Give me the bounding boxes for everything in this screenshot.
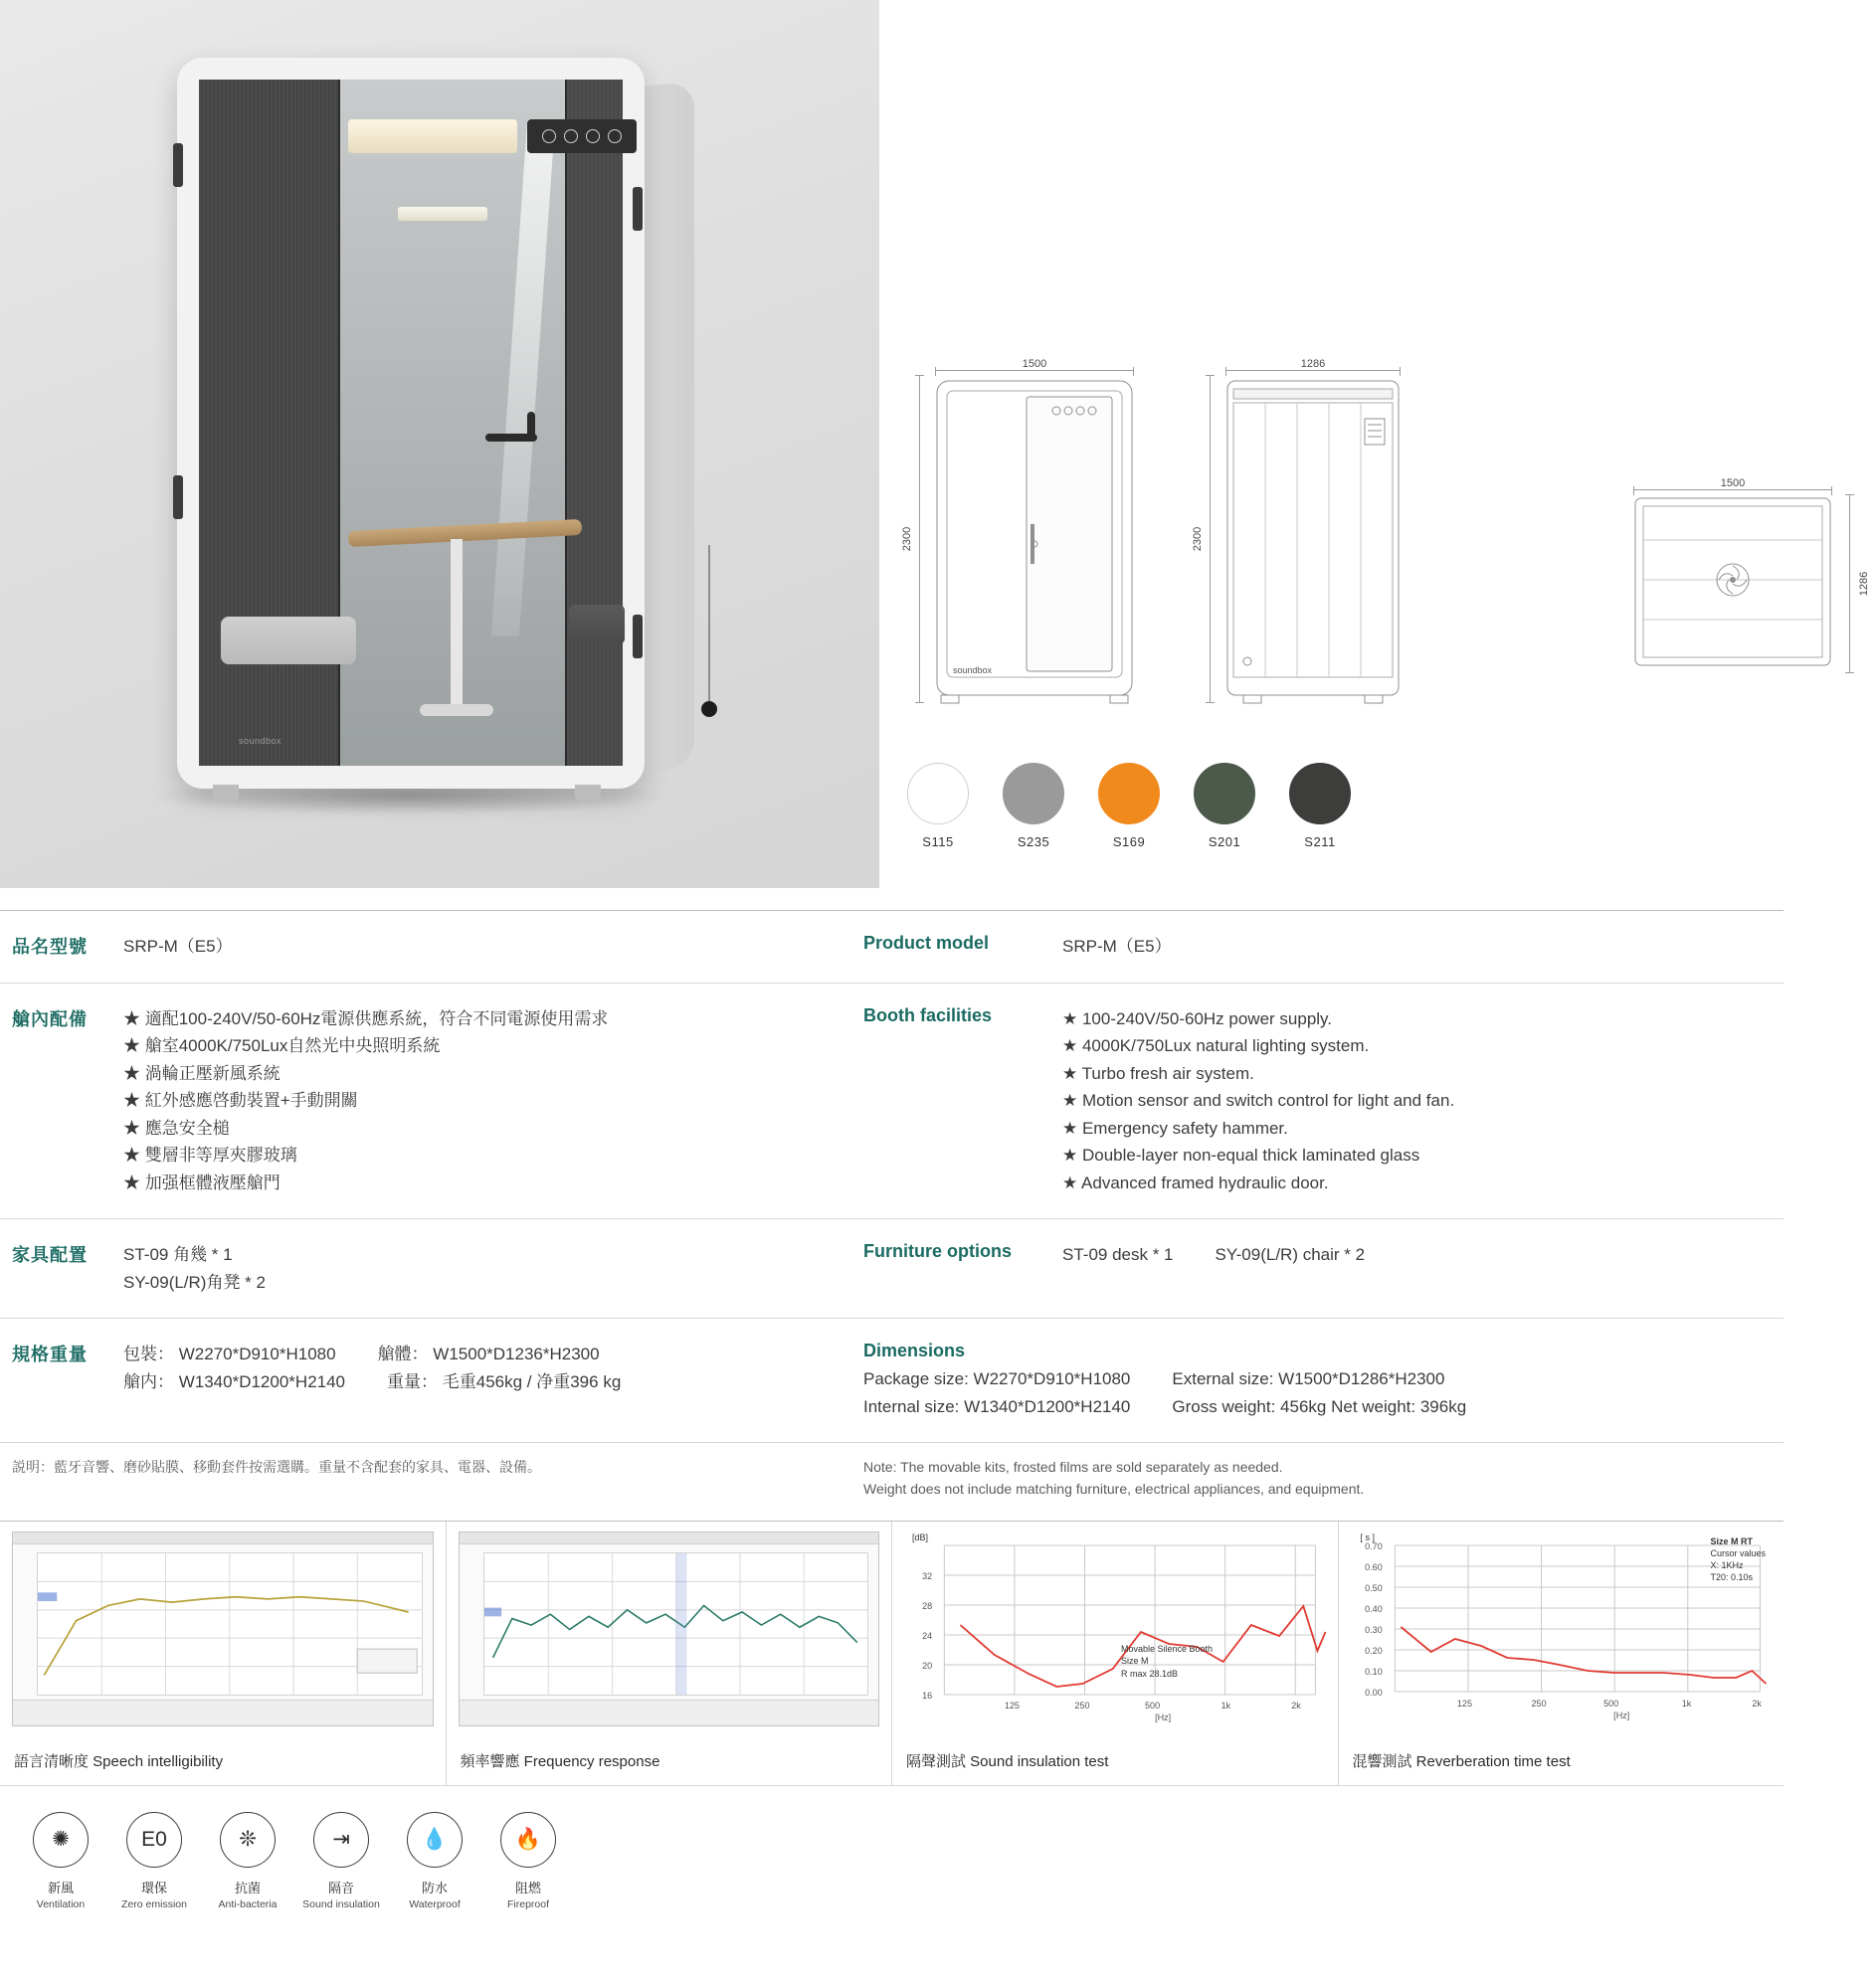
swatch-s211[interactable] (1289, 763, 1351, 849)
furniture-item: ST-09 desk * 1 (1062, 1245, 1174, 1265)
feature-label-en: Waterproof (409, 1897, 461, 1910)
chart4-svg (1351, 1532, 1773, 1726)
svg-text:[Hz]: [Hz] (1612, 1710, 1629, 1720)
svg-text:0.30: 0.30 (1364, 1624, 1383, 1635)
dimension-item: Package size: W2270*D910*H1080 (863, 1369, 1131, 1389)
facility-item: ★ 適配100-240V/50-60Hz電源供應系統，符合不同電源使用需求 (123, 1008, 609, 1028)
brand-logo: soundbox (239, 736, 282, 746)
dimension-item: 重量： 毛重456kg / 净重396 kg (387, 1371, 622, 1391)
test-charts (0, 1521, 1783, 1785)
swatch-s201[interactable] (1194, 763, 1255, 849)
booth-body (177, 58, 645, 789)
feature-label-en: Zero emission (121, 1897, 187, 1910)
feature-label-zh: 環保 (140, 1880, 167, 1895)
feature-anti-bacteria (201, 1812, 294, 1910)
swatch-dot (1194, 763, 1255, 824)
dimension-item: 包裝： W2270*D910*H1080 (123, 1345, 336, 1364)
svg-text:32: 32 (922, 1570, 933, 1581)
fireproof-icon: 🔥 (500, 1812, 556, 1868)
cursor-title: Size M RT (1710, 1535, 1753, 1546)
feature-ventilation (14, 1812, 107, 1910)
plan-width-label: 1500 (1720, 477, 1746, 489)
drawing-top-plan (1623, 477, 1872, 673)
side-height-label: 2300 (1192, 526, 1205, 552)
waterproof-icon: 💧 (407, 1812, 463, 1868)
chart3-ylabel: [dB] (912, 1532, 929, 1542)
bulb-icon (608, 129, 622, 143)
dimensions-list-zh (123, 1341, 621, 1420)
stool-seat (569, 605, 625, 644)
feature-label-zh: 隔音 (327, 1880, 354, 1895)
furniture-item: ST-09 角幾 * 1 (123, 1245, 233, 1265)
dimension-item: Internal size: W1340*D1200*H2140 (863, 1396, 1131, 1416)
chart4-ylabel: [ s ] (1360, 1532, 1376, 1542)
swatch-code: S115 (922, 834, 954, 849)
door-handle-vertical (527, 412, 535, 442)
plan-depth-label: 1286 (1857, 571, 1870, 597)
furniture-label-zh: 家具配置 (12, 1245, 88, 1266)
svg-text:1k: 1k (1681, 1698, 1691, 1709)
annotation-line: Movable Silence Booth (1121, 1643, 1214, 1654)
booth-illustration (177, 58, 684, 804)
hinge-mid (173, 475, 183, 519)
feature-label-en: Sound insulation (302, 1897, 380, 1910)
front-width-label: 1500 (1022, 358, 1047, 370)
facility-item: ★ 4000K/750Lux natural lighting system. (1062, 1036, 1370, 1056)
dimension-item: External size: W1500*D1286*H2300 (1172, 1369, 1445, 1389)
spec-row-furniture (0, 1218, 1783, 1318)
chart-frequency-response (447, 1522, 893, 1785)
chart-caption: 語言清晰度 Speech intelligibility (14, 1752, 224, 1770)
annotation-line: R max 28.1dB (1121, 1668, 1179, 1679)
chart-sound-insulation (892, 1522, 1339, 1785)
inner-light-strip (398, 207, 487, 221)
svg-text:28: 28 (922, 1600, 933, 1611)
dimension-item: Gross weight: 456kg Net weight: 396kg (1172, 1396, 1467, 1416)
svg-text:0.70: 0.70 (1364, 1540, 1383, 1551)
furniture-list-zh (123, 1241, 266, 1296)
chart-reverberation (1339, 1522, 1784, 1785)
drawings-row (879, 358, 1872, 703)
hinge-right-bottom (633, 615, 643, 658)
feature-sound-insulation (294, 1812, 388, 1910)
facilities-label-zh: 艙內配備 (12, 1008, 88, 1029)
front-height-label: 2300 (901, 526, 914, 552)
chart4-cursor-values (1710, 1535, 1766, 1584)
bench-seat (221, 617, 356, 664)
facilities-list-en (1062, 1005, 1454, 1197)
note-en-line2: Weight does not include matching furniture, electrical appliances, and equipment. (863, 1481, 1365, 1498)
facility-item: ★ 100-240V/50-60Hz power supply. (1062, 1008, 1333, 1028)
facility-item: ★ Emergency safety hammer. (1062, 1118, 1288, 1138)
svg-text:250: 250 (1074, 1700, 1090, 1711)
facility-item: ★ 紅外感應啓動裝置+手動開關 (123, 1091, 358, 1111)
swatch-code: S201 (1208, 834, 1241, 849)
dimension-item: 艙内： W1340*D1200*H2140 (123, 1371, 346, 1391)
color-swatches (879, 703, 1872, 849)
speech-chart-screenshot (12, 1532, 434, 1726)
fan-icon (564, 129, 578, 143)
hinge-right-top (633, 187, 643, 231)
svg-text:0.10: 0.10 (1364, 1666, 1383, 1677)
svg-text:0.50: 0.50 (1364, 1582, 1383, 1593)
svg-text:[Hz]: [Hz] (1155, 1712, 1172, 1722)
swatch-s115[interactable] (907, 763, 969, 849)
svg-text:0.60: 0.60 (1364, 1561, 1383, 1572)
furniture-list-en (1062, 1241, 1365, 1296)
svg-text:16: 16 (922, 1690, 933, 1701)
model-value-en: SRP-M（E5） (1062, 937, 1172, 956)
model-value-zh: SRP-M（E5） (123, 937, 233, 956)
top-section (0, 0, 1870, 888)
spec-row-note (0, 1442, 1783, 1516)
facility-item: ★ 加强框體液壓艙門 (123, 1172, 281, 1192)
pendant-cord (708, 545, 710, 704)
spec-row-model (0, 910, 1783, 983)
desk-leg (451, 539, 463, 708)
spec-row-facilities (0, 983, 1783, 1219)
swatch-dot (1003, 763, 1064, 824)
furniture-label-en: Furniture options (863, 1241, 1012, 1262)
drawing-side-elevation (1192, 358, 1444, 703)
feature-label-zh: 新風 (47, 1880, 74, 1895)
model-label-en: Product model (863, 933, 990, 953)
hinge-top (173, 143, 183, 187)
acoustic-fabric-right (567, 80, 623, 766)
facilities-label-en: Booth facilities (863, 1004, 993, 1025)
note-en (857, 1443, 1783, 1516)
specifications-table (0, 888, 1783, 1517)
dimension-item: 艙體： W1500*D1236*H2300 (377, 1345, 600, 1364)
facility-item: ★ Motion sensor and switch control for light and fan. (1062, 1091, 1455, 1111)
chart-caption: 頻率響應 Frequency response (460, 1752, 660, 1770)
ceiling-light-panel (348, 119, 517, 153)
facilities-list-zh (123, 1005, 608, 1197)
swatch-s169[interactable] (1098, 763, 1160, 849)
feature-label-en: Fireproof (506, 1897, 549, 1910)
facility-item: ★ Advanced framed hydraulic door. (1062, 1172, 1329, 1192)
model-label-zh: 品名型號 (12, 937, 88, 957)
power-icon (542, 129, 556, 143)
swatch-s235[interactable] (1003, 763, 1064, 849)
feature-zero-emission (107, 1812, 201, 1910)
cursor-line: Cursor values (1710, 1547, 1766, 1558)
feature-label-zh: 阻燃 (514, 1880, 541, 1895)
facility-item: ★ Turbo fresh air system. (1062, 1063, 1254, 1083)
svg-text:500: 500 (1602, 1698, 1618, 1709)
swatch-code: S235 (1017, 834, 1050, 849)
booth-interior (199, 80, 621, 766)
wifi-icon (586, 129, 600, 143)
facility-item: ★ 雙層非等厚夾膠玻璃 (123, 1146, 297, 1166)
e-zero-icon: E0 (126, 1812, 182, 1868)
foot-left (213, 785, 239, 801)
swatch-code: S169 (1112, 834, 1146, 849)
desk-base (420, 704, 493, 716)
note-zh: 説明：藍牙音響、磨砂貼膜、移動套件按需選購。重量不含配套的家具、電器、設備。 (12, 1459, 541, 1476)
swatch-dot (1098, 763, 1160, 824)
product-photo (0, 0, 879, 888)
chart3-annotation (1121, 1643, 1213, 1681)
chart-speech-intelligibility (0, 1522, 447, 1785)
facility-item: ★ 渦輪正壓新風系統 (123, 1063, 281, 1083)
feature-icons (0, 1785, 1783, 1940)
control-panel (527, 119, 637, 153)
technical-drawings-area (879, 0, 1872, 888)
swatch-dot (907, 763, 969, 824)
svg-text:125: 125 (1004, 1700, 1020, 1711)
side-width-label: 1286 (1300, 358, 1326, 370)
sound-insulation-icon: ⇥ (313, 1812, 369, 1868)
facility-item: ★ Double-layer non-equal thick laminated glass (1062, 1146, 1420, 1166)
svg-text:0.40: 0.40 (1364, 1603, 1383, 1614)
feature-label-zh: 防水 (421, 1880, 448, 1895)
frequency-chart-screenshot (459, 1532, 880, 1726)
note-en-line1: Note: The movable kits, frosted films are sold separately as needed. (863, 1459, 1283, 1476)
foot-right (575, 785, 601, 801)
anti-bacteria-icon: ❊ (220, 1812, 276, 1868)
dimensions-label-en: Dimensions (863, 1341, 966, 1361)
spec-row-dimensions (0, 1318, 1783, 1442)
feature-waterproof (388, 1812, 481, 1910)
svg-text:1k: 1k (1220, 1700, 1231, 1711)
svg-text:20: 20 (922, 1660, 933, 1671)
svg-text:500: 500 (1145, 1700, 1161, 1711)
facility-item: ★ 艙室4000K/750Lux自然光中央照明系統 (123, 1036, 441, 1056)
furniture-item: SY-09(L/R)角凳 * 2 (123, 1272, 266, 1292)
svg-text:2k: 2k (1751, 1698, 1762, 1709)
cursor-line: X: 1KHz (1710, 1560, 1744, 1571)
pendant-weight (701, 701, 717, 717)
feature-label-zh: 抗菌 (234, 1880, 261, 1895)
svg-text:250: 250 (1531, 1698, 1547, 1709)
chart3-svg (904, 1532, 1326, 1726)
svg-text:125: 125 (1456, 1698, 1472, 1709)
chart-caption: 混響測試 Reverberation time test (1352, 1752, 1571, 1770)
svg-text:soundbox: soundbox (953, 665, 993, 675)
swatch-code: S211 (1304, 834, 1336, 849)
svg-text:24: 24 (922, 1630, 933, 1641)
furniture-item: SY-09(L/R) chair * 2 (1215, 1245, 1366, 1265)
feature-fireproof (481, 1812, 575, 1910)
facility-item: ★ 應急安全槌 (123, 1118, 230, 1138)
chart-caption: 隔聲測試 Sound insulation test (906, 1752, 1109, 1770)
fan-icon: ✺ (33, 1812, 89, 1868)
svg-text:0.20: 0.20 (1364, 1645, 1383, 1656)
glass-reflection (491, 119, 555, 636)
annotation-line: Size M (1121, 1656, 1149, 1667)
dimensions-label-zh: 規格重量 (12, 1345, 88, 1365)
feature-label-en: Ventilation (36, 1897, 86, 1910)
swatch-dot (1289, 763, 1351, 824)
drawing-front-elevation (901, 358, 1148, 703)
feature-label-en: Anti-bacteria (218, 1897, 278, 1910)
svg-text:0.00: 0.00 (1364, 1687, 1383, 1698)
dimensions-list-en (863, 1365, 1766, 1420)
svg-text:2k: 2k (1291, 1700, 1301, 1711)
cursor-line: T20: 0.10s (1710, 1572, 1753, 1583)
